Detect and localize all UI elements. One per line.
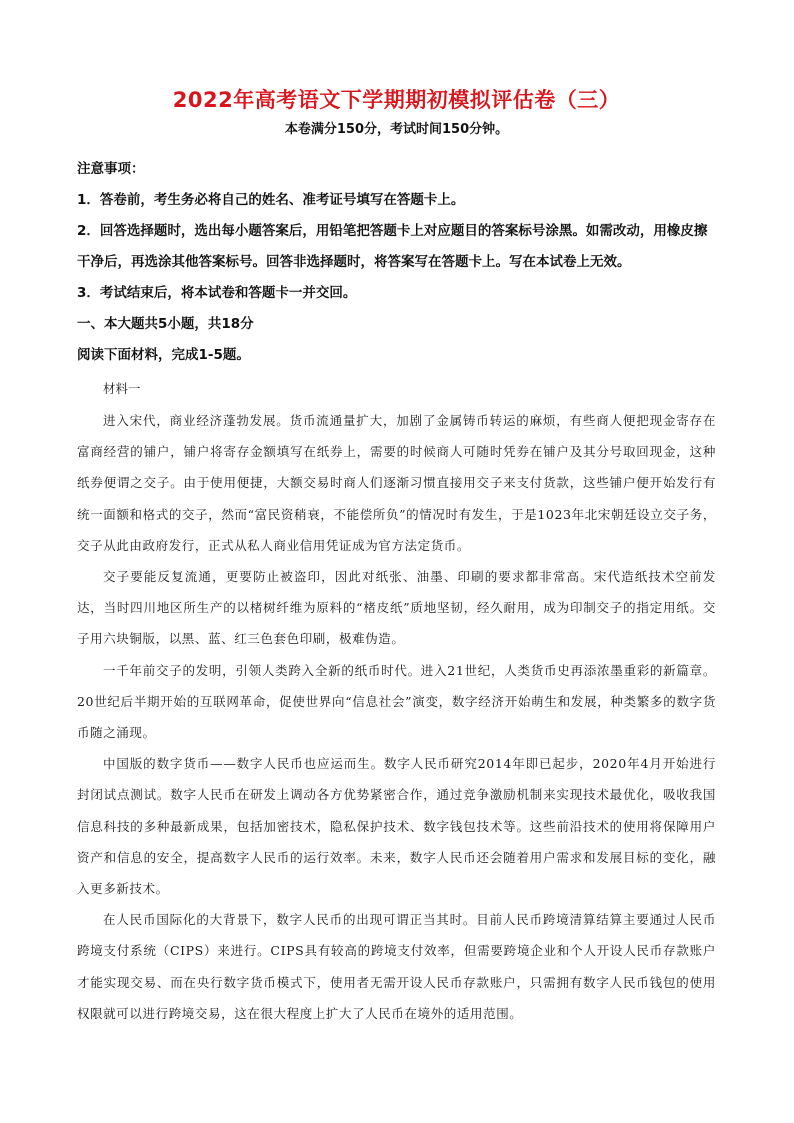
material-paragraph-3: 一千年前交子的发明，引领人类跨入全新的纸币时代。进入21世纪，人类货币史再添浓墨重彩的新篇章。20世纪后半期开始的互联网革命，促使世界向“信息社会”演变，数字经济开始萌生和发展，种类繁多的数字货币随之涌现。 (77, 662, 716, 741)
question-section (77, 309, 716, 371)
note-item-1: 1．答卷前，考生务必将自己的姓名、准考证号填写在答题卡上。 (77, 192, 465, 208)
material-label: 材料一 (103, 381, 141, 396)
note-item-3: 3．考试结束后，将本试卷和答题卡一并交回。 (77, 285, 357, 301)
reading-material (77, 373, 716, 1029)
notes-section (77, 154, 716, 309)
section-instruction: 阅读下面材料，完成1-5题。 (77, 347, 250, 363)
exam-subtitle: 本卷满分150分，考试时间150分钟。 (284, 122, 509, 137)
material-paragraph-1: 进入宋代，商业经济蓬勃发展。货币流通量扩大，加剧了金属铸币转运的麻烦，有些商人便把现金寄存在富商经营的铺户，铺户将寄存金额填写在纸券上，需要的时候商人可随时凭券在铺户及其分号取回现金，这种纸券便谓之交子。由于使用便捷，大额交易时商人们逐渐习惯直接用交子来支付货款，这些铺户便开始发行有统一面额和格式的交子，然而“富民资稍衰，不能偿所负”的情况时有发生，于是1023年北宋朝廷设立交子务，交子从此由政府发行，正式从私人商业信用凭证成为官方法定货币。 (77, 413, 716, 553)
exam-title: 2022年高考语文下学期期初模拟评估卷（三） (172, 88, 621, 112)
section-heading: 一、本大题共5小题，共18分 (77, 316, 254, 332)
note-item-2: 2．回答选择题时，选出每小题答案后，用铅笔把答题卡上对应题目的答案标号涂黑。如需改动，用橡皮擦干净后，再选涂其他答案标号。回答非选择题时，将答案写在答题卡上。写在本试卷上无效。 (77, 223, 708, 270)
notes-heading: 注意事项： (77, 161, 145, 177)
material-paragraph-2: 交子要能反复流通，更要防止被盗印，因此对纸张、油墨、印刷的要求都非常高。宋代造纸技术空前发达，当时四川地区所生产的以楮树纤维为原料的“楮皮纸”质地坚韧，经久耐用，成为印制交子的指定用纸。交子用六块铜版，以黑、蓝、红三色套色印刷，极难伪造。 (77, 569, 716, 647)
material-paragraph-4: 中国版的数字货币——数字人民币也应运而生。数字人民币研究2014年即已起步，2020年4月开始进行封闭试点测试。数字人民币在研发上调动各方优势紧密合作，通过竞争激励机制来实现技术最优化，吸收我国信息科技的多种最新成果，包括加密技术，隐私保护技术、数字钱包技术等。这些前沿技术的使用将保障用户资产和信息的安全，提高数字人民币的运行效率。未来，数字人民币还会随着用户需求和发展目标的变化，融入更多新技术。 (77, 756, 716, 897)
material-paragraph-5: 在人民币国际化的大背景下，数字人民币的出现可谓正当其时。目前人民币跨境清算结算主要通过人民币跨境支付系统（CIPS）来进行。CIPS具有较高的跨境支付效率，但需要跨境企业和个人开设人民币存款账户才能实现交易、而在央行数字货币模式下，使用者无需开设人民币存款账户，只需拥有数字人民币钱包的使用权限就可以进行跨境交易，这在很大程度上扩大了人民币在境外的适用范围。 (77, 912, 716, 1021)
